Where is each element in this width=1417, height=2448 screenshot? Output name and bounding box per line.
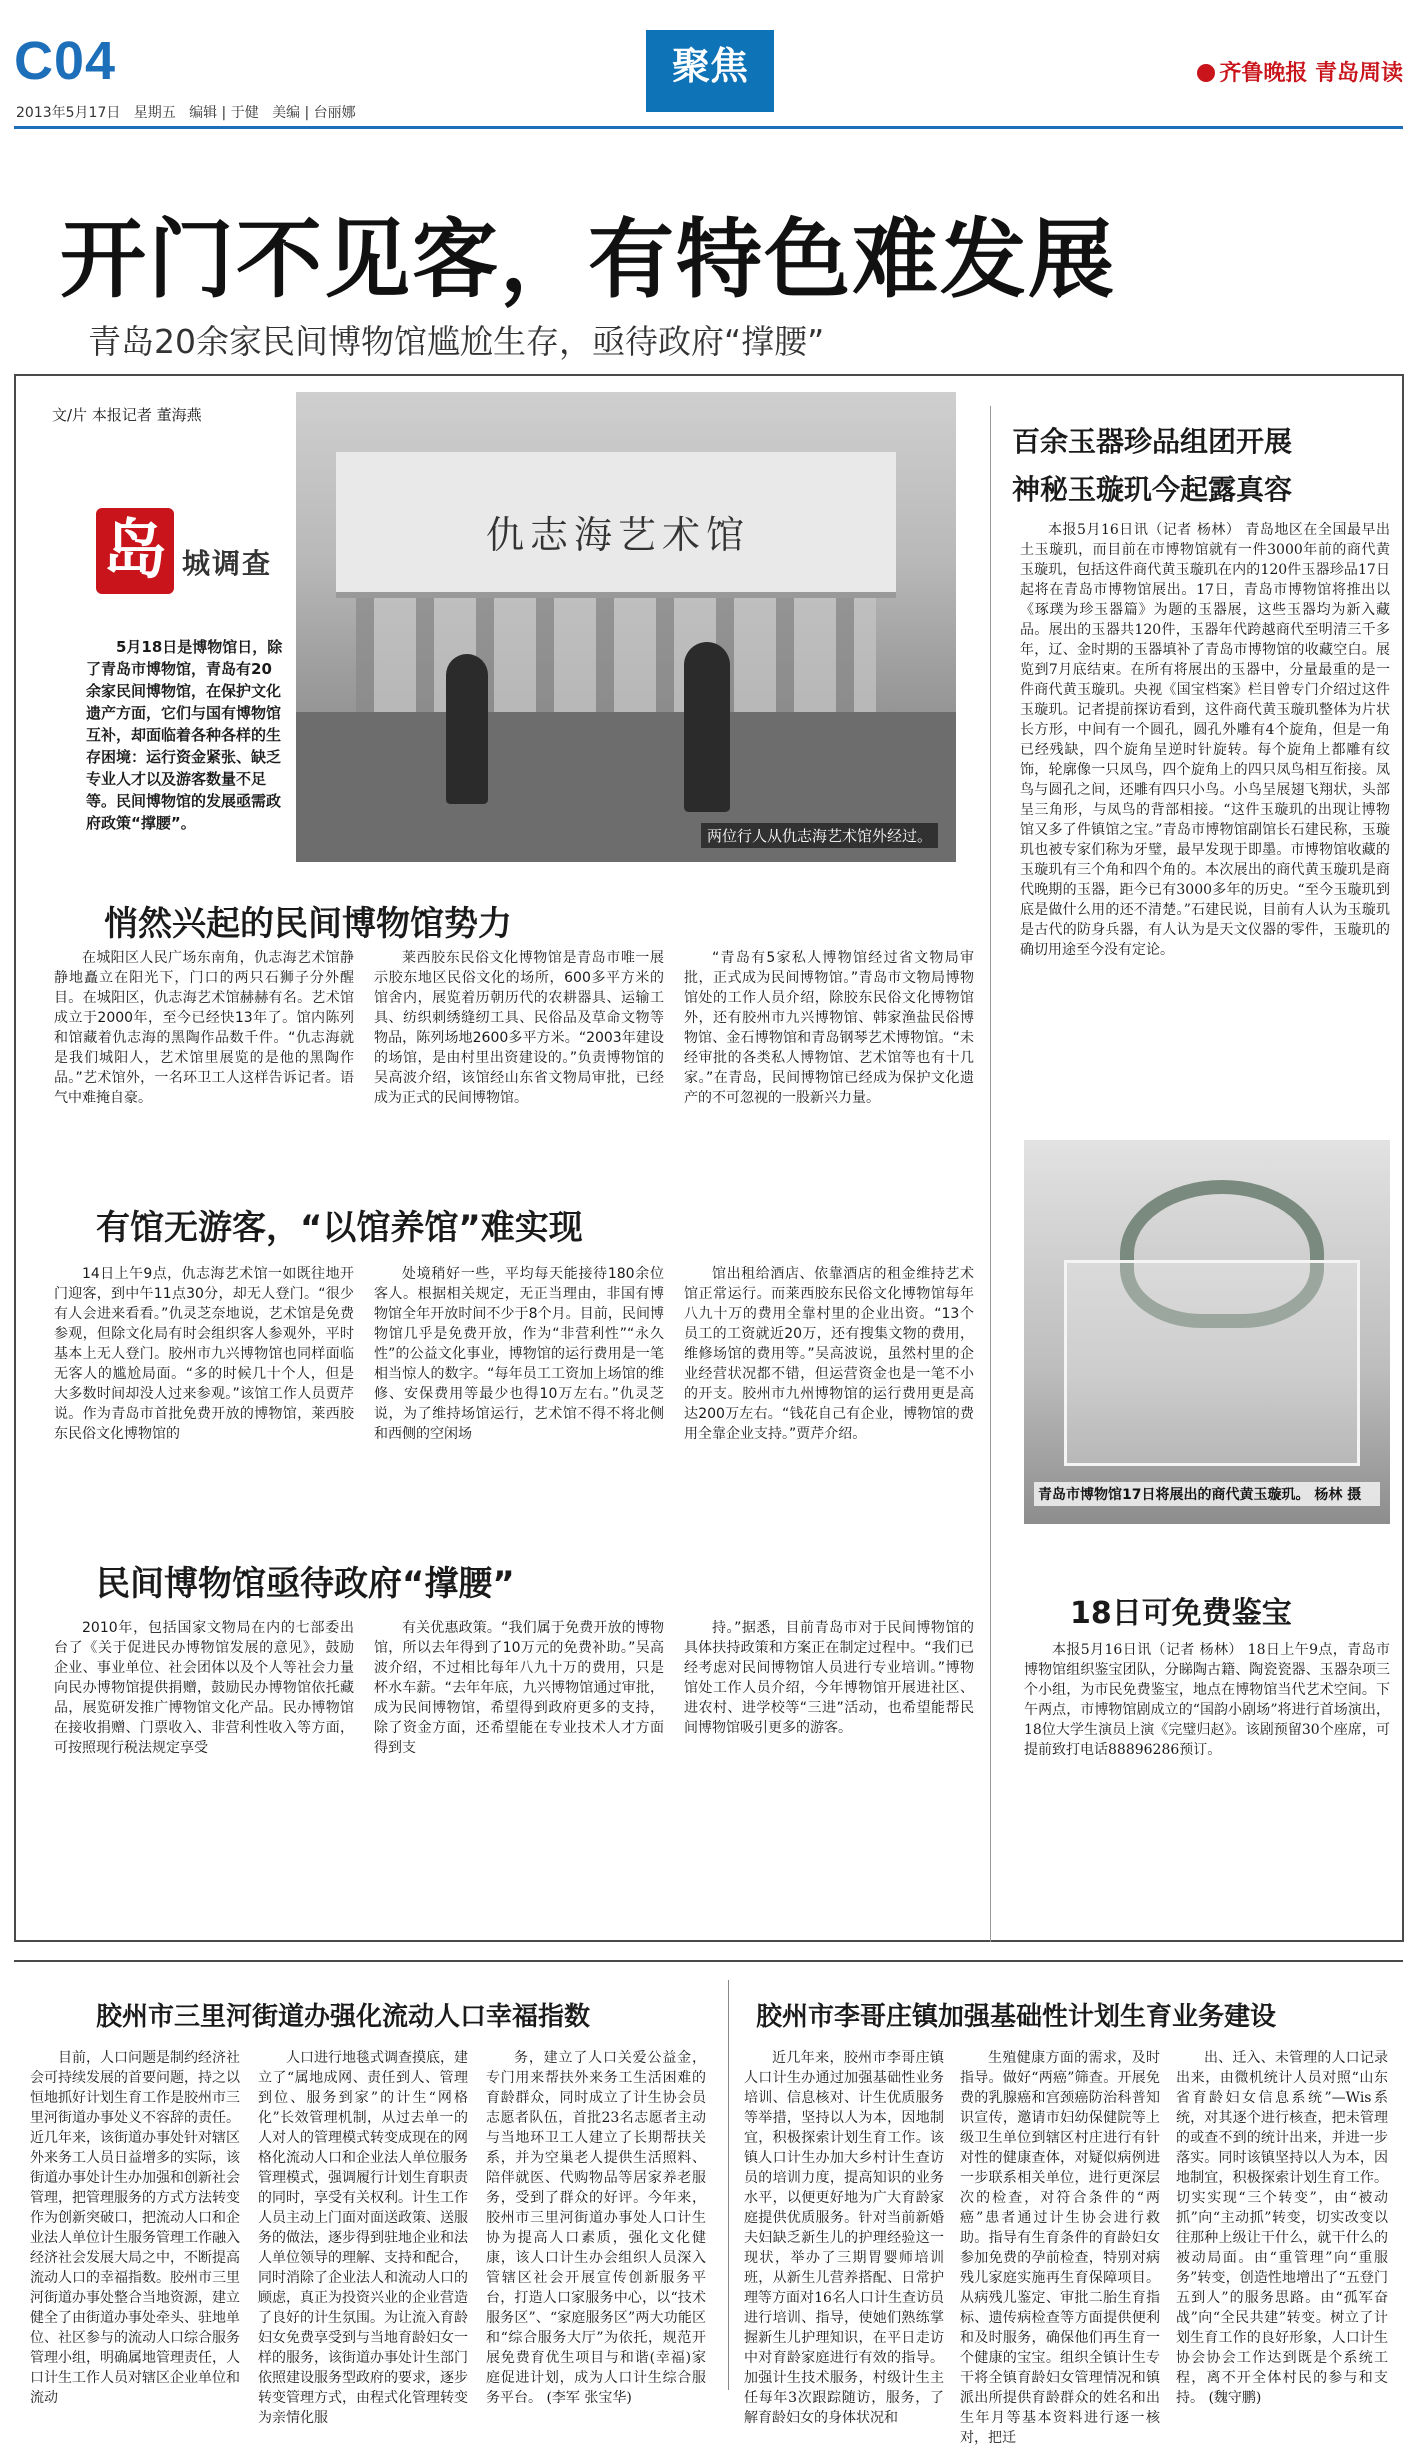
paragraph: 出、迁入、未管理的人口记录出来，由微机统计人员对照“山东省育龄妇女信息系统”—Wis系统，对其逐个进行核查，把未管理的或查不到的统计出来，并进一步落实。同时该镇坚持以人为本，因地制宜，积极探索计划生育工作。切实实现“三个转变”，由“被动抓”向“主动抓”转变，切实改变以往那种上级让干什么，就干什么的被动局面。由“重管理”向“重服务”转变，创造性地增出了“五登门五到人”的服务思路。由“孤军奋战”向“全民共建”转变。树立了计划生育工作的良好形象，人口计生协会协会工作达到既是个系统工程，离不开全体村民的参与和支持。 (魏守鹏) [1176,2050,1388,2406]
museum-photo [296,392,956,862]
display-case [1064,1260,1360,1466]
sidebar-article-2 [1024,1640,1390,1760]
badge-label: 城调查 [182,547,273,580]
article-column [684,1618,974,1918]
date-line [16,102,356,122]
section-heading-2: 有馆无游客，“以馆养馆”难实现 [96,1208,583,1248]
photo-caption: 两位行人从仇志海艺术馆外经过。 [701,823,938,848]
section-tab: 聚焦 [646,30,774,108]
lead-paragraph: 5月18日是博物馆日，除了青岛市博物馆，青岛有20余家民间博物馆，在保护文化遗产方面，它们与国有博物馆互补，却面临着各种各样的生存困境：运行资金紧张、缺乏专业人才以及游客数量不足等。民间博物馆的发展亟需政府政策“撑腰”。 [86,638,283,832]
byline: 文/片 本报记者 董海燕 [52,406,202,424]
paragraph: 持。”据悉，目前青岛市对于民间博物馆的具体扶持政策和方案正在制定过程中。“我们已经考虑对民间博物馆人员进行专业培训。”博物馆处工作人员介绍，今年博物馆开展进社区、进农村、进学校等“三进”活动，也希望能帮民间博物馆吸引更多的游客。 [684,1620,974,1736]
issue-date: 2013年5月17日 [16,105,121,121]
paragraph: 处境稍好一些，平均每天能接待180余位客人。根据相关规定，无正当理由，非国有博物馆全年开放时间不少于8个月。目前，民间博物馆几乎是免费开放，作为“非营利性”“永久性”的公益文化事业，博物馆的运行费用是一笔相当惊人的数字。“每年员工工资加上场馆的维修、安保费用等最少也得10万左右。”仇灵芝说，为了维持场馆运行，艺术馆不得不将北侧和西侧的空闲场 [374,1266,664,1442]
article-column [54,1264,354,1544]
sidebar-headline-2: 18日可免费鉴宝 [1070,1596,1292,1631]
article-column [1176,2048,1388,2406]
article-column [374,1264,664,1544]
bottom-right-headline: 胶州市李哥庄镇加强基础性计划生育业务建设 [756,2002,1277,2032]
article-column [258,2048,468,2426]
paragraph: 有关优惠政策。“我们属于免费开放的博物馆，所以去年得到了10万元的免费补助。”吴高波介绍，不过相比每年八九十万的费用，只是杯水车薪。“去年年底，九兴博物馆通过审批，成为民间博物馆，希望得到政府更多的支持，除了资金方面，还希望能在专业技术人才方面得到支 [374,1620,664,1756]
section-heading-3: 民间博物馆亟待政府“撑腰” [96,1564,515,1604]
bottom-column-divider [728,1980,729,2390]
article-column [960,2048,1160,2446]
top-divider [14,126,1403,129]
paragraph: “青岛有5家私人博物馆经过省文物局审批，正式成为民间博物馆。”青岛市文物局博物馆处的工作人员介绍，除胶东民俗文化博物馆外，还有胶州市九兴博物馆、韩家渔盐民俗博物馆、金石博物馆和青岛钢琴艺术博物馆。“未经审批的各类私人博物馆、艺术馆等也有十几家。”在青岛，民间博物馆已经成为保护文化遗产的不可忽视的一股新兴力量。 [684,950,974,1106]
paragraph: 在城阳区人民广场东南角，仇志海艺术馆静静地矗立在阳光下，门口的两只石狮子分外醒目。在城阳区，仇志海艺术馆赫赫有名。艺术馆成立于2000年，至今已经快13年了。馆内陈列和馆藏着仇志海的黑陶作品数千件。“仇志海就是我们城阳人，艺术馆里展览的是他的黑陶作品。”艺术馆外，一名环卫工人这样告诉记者。语气中难掩自豪。 [54,950,354,1106]
paragraph: 馆出租给酒店、依靠酒店的租金维持艺术馆正常运行。而莱西胶东民俗文化博物馆每年八九十万的费用全靠村里的企业出资。“13个员工的工资就近20万，还有搜集文物的费用，维修场馆的费用等。”吴高波说，虽然村里的企业经营状况都不错，但运营资金也是一笔不小的开支。胶州市九州博物馆的运行费用更是高达200万左右。“钱花自己有企业，博物馆的费用全靠企业支持。”贾芹介绍。 [684,1266,974,1442]
main-subhead: 青岛20余家民间博物馆尴尬生存，亟待政府“撑腰” [88,322,825,361]
paragraph: 2010年，包括国家文物局在内的七部委出台了《关于促进民办博物馆发展的意见》，鼓励企业、事业单位、社会团体以及个人等社会力量向民办博物馆提供捐赠，鼓励民办博物馆依托藏品，展览研发推广博物馆文化产品。民办博物馆在接收捐赠、门票收入、非营利性收入等方面，可按照现行税法规定享受 [54,1620,354,1756]
article-column [374,1618,664,1918]
jade-photo [1024,1140,1390,1524]
article-column [684,948,974,1248]
badge-character: 岛 [96,508,174,594]
article-column [684,1264,974,1544]
bottom-left-headline: 胶州市三里河街道办强化流动人口幸福指数 [96,2002,591,2032]
paragraph: 目前，人口问题是制约经济社会可持续发展的首要问题，持之以恒地抓好计划生育工作是胶州市三里河街道办事处义不容辞的责任。近几年来，该街道办事处针对辖区外来务工人员日益增多的实际，该街道办事处计生办加强和创新社会管理，把管理服务的方式方法转变作为创新突破口，把流动人口和企业法人单位计生服务管理工作融入经济社会发展大局之中，不断提高流动人口的幸福指数。胶州市三里河街道办事处整合当地资源，建立健全了由街道办事处牵头、驻地单位、社区参与的流动人口综合服务管理小组，明确属地管理责任，人口计生工作人员对辖区企业单位和流动 [30,2050,240,2406]
pedestrian-figure [446,654,488,804]
article-column [30,2048,240,2406]
brand-logo [1197,56,1403,87]
page-number: C04 [14,31,117,91]
issue-weekday: 星期五 [133,105,176,121]
section-heading-1: 悄然兴起的民间博物馆势力 [104,904,512,944]
sidebar-article [1020,520,1390,960]
paragraph: 近几年来，胶州市李哥庄镇人口计生办通过加强基础性业务培训、信息核对、计生优质服务等举措，坚持以人为本，因地制宜，积极探索计划生育工作。该镇人口计生办加大乡村计生查访员的培训力度，提高知识的业务水平，以便更好地为广大育龄家庭提供优质服务。针对当前新婚夫妇缺乏新生儿的护理经验这一现状，举办了三期胃婴师培训班，从新生儿营养搭配、日常护理等方面对16名人口计生查访员进行培训、指导，使她们熟练掌握新生儿护理知识，在平日走访中对育龄家庭进行有效的指导。加强计生技术服务，村级计生主任每年3次跟踪随访，服务，了解育龄妇女的身体状况和 [744,2050,944,2426]
paragraph: 本报5月16日讯（记者 杨林） 18日上午9点，青岛市博物馆组织鉴宝团队，分睇陶古籍、陶瓷瓷器、玉器杂项三个小组，为市民免费鉴宝，地点在博物馆当代艺术空间。下午两点，市博物馆剧成立的“国韵小剧场”将进行首场演出，18位大学生演员上演《完璧归赵》。该剧预留30个座席，可提前致打电话88896286预订。 [1024,1642,1390,1758]
jade-photo-caption: 青岛市博物馆17日将展出的商代黄玉璇玑。 杨林 摄 [1034,1482,1380,1506]
newspaper-logo-icon [1197,64,1215,82]
sidebar-headline [1012,418,1392,514]
designer-credit: 美编 | 台丽娜 [272,105,356,121]
main-headline: 开门不见客，有特色难发展 [60,210,1116,310]
article-column [744,2048,944,2426]
photo-pillars [356,598,876,718]
photo-building-sign: 仇志海艺术馆 [486,513,751,557]
paragraph: 14日上午9点，仇志海艺术馆一如既往地开门迎客，到中午11点30分，却无人登门。“很少有人会进来看看。”仇灵芝奈地说，艺术馆是免费参观，但除文化局有时会组织客人参观外，平时基本上无人登门。胶州市九兴博物馆也同样面临无客人的尴尬局面。“多的时候几十个人，但是大多数时间却没人过来参观。”该馆工作人员贾芹说。作为青岛市首批免费开放的博物馆，莱西胶东民俗文化博物馆的 [54,1266,354,1442]
paragraph: 生殖健康方面的需求，及时指导。做好“两癌”筛查。开展免费的乳腺癌和宫颈癌防治科普知识宣传，邀请市妇幼保健院等上级卫生单位到辖区村庄进行有针对性的健康查体，对疑似病例进一步联系相关单位，进行更深层次的检查，对符合条件的“两癌”患者通过计生协会进行救助。指导有生育条件的育龄妇女参加免费的孕前检查，特别对病残儿家庭实施再生育保障项目。从病残儿鉴定、审批二胎生育指标、遗传病检查等方面提供便利和及时服务，确保他们再生育一个健康的宝宝。组织全镇计生专干将全镇育龄妇女管理情况和镇派出所提供育龄群众的姓名和出生年月等基本资料进行逐一核对，把迁 [960,2050,1160,2446]
sidebar-headline-line2: 神秘玉璇玑今起露真容 [1012,473,1293,506]
article-column [54,1618,354,1918]
paragraph: 本报5月16日讯（记者 杨林） 青岛地区在全国最早出土玉璇玑，而目前在市博物馆就有一件3000年前的商代黄玉璇玑，包括这件商代黄玉璇玑在内的120件玉器珍品17日起将在青岛市博物馆展出。17日，青岛市博物馆将推出以《琢璞为珍玉器篇》为题的玉器展，这些玉器均为新入藏品。展出的玉器共120件，玉器年代跨越商代至明清三千多年，辽、金时期的玉器填补了青岛市博物馆的收藏空白。展览到7月底结束。在所有将展出的玉器中，分量最重的是一件商代黄玉璇玑。央视《国宝档案》栏目曾专门介绍过这件玉璇玑。记者提前探访看到，这件商代黄玉璇玑整体为片状长方形，中间有一个圆孔，圆孔外雕有4个旋角，但是一角已经残缺，四个旋角呈逆时针旋转。每个旋角上都雕有纹饰，轮廓像一只凤鸟，四个旋角上的四只凤鸟相互衔接。凤鸟与圆孔之间，还雕有四只小鸟。小鸟呈展翅飞翔状，头部呈三角形，与凤鸟的背部相接。“这件玉璇玑的出现让博物馆又多了件镇馆之宝。”青岛市博物馆副馆长石建民称，玉璇玑也被专家们称为牙璧，最早发现于即墨。市博物馆收藏的玉璇玑有三个角和四个角的。本次展出的商代黄玉璇玑是商代晚期的玉器，距今已有3000多年的历史。“至今玉璇玑到底是做什么用的还不清楚。”石建民说，目前有人认为玉璇玑是古代的防身兵器，有人认为是天文仪器的零件，玉璇玑的确切用途至今没有定论。 [1020,522,1390,958]
paragraph: 务，建立了人口关爱公益金，专门用来帮扶外来务工生活困难的育龄群众，同时成立了计生协会员志愿者队伍，首批23名志愿者主动与当地环卫工人建立了长期帮扶关系，并为空巢老人提供生活照料、陪伴就医、代购物品等居家养老服务，受到了群众的好评。今年来，胶州市三里河街道办事处人口计生协为提高人口素质，强化文化健康，该人口计生办会组织人员深入管辖区社会开展宣传创新服务平台，打造人口家服务中心，以“技术服务区”、“家庭服务区”两大功能区和“综合服务大厅”为依托，规范开展免费育优生项目与和谐(幸福)家庭促进计划，成为人口计生综合服务平台。 (李军 张宝华) [486,2050,706,2406]
editor-credit: 编辑 | 于健 [189,105,259,121]
bottom-divider [14,1960,1403,1962]
column-badge [96,508,296,598]
pedestrian-figure [684,642,730,812]
article-column [486,2048,706,2406]
sidebar-headline-line1: 百余玉器珍品组团开展 [1012,425,1293,458]
paragraph: 莱西胶东民俗文化博物馆是青岛市唯一展示胶东地区民俗文化的场所，600多平方米的馆舍内，展览着历朝历代的农耕器具、运输工具、纺织刺绣缝纫工具、民俗品及草命文物等物品，陈列场地2600多平方米。“2003年建设的场馆，是由村里出资建设的。”负责博物馆的吴高波介绍，该馆经山东省文物局审批，已经成为正式的民间博物馆。 [374,950,664,1106]
brand-name: 齐鲁晚报 青岛周读 [1219,61,1403,86]
paragraph: 人口进行地毯式调查摸底，建立了“属地成网、责任到人、管理到位、服务到家”的计生“网格化”长效管理机制，从过去单一的人对人的管理模式转变成现在的网格化流动人口和企业法人单位服务管理模式，强调履行计划生育职责的同时，享受有关权利。计生工作人员主动上门面对面送政策、送服务的做法，逐步得到驻地企业和法人单位领导的理解、支持和配合，同时消除了企业法人和流动人口的顾虑，真正为投资兴业的企业营造了良好的计生氛围。为让流入育龄妇女免费享受到与当地育龄妇女一样的服务，该街道办事处计生部门依照建设服务型政府的要求，逐步转变管理方式，由程式化管理转变为亲情化服 [258,2050,468,2426]
